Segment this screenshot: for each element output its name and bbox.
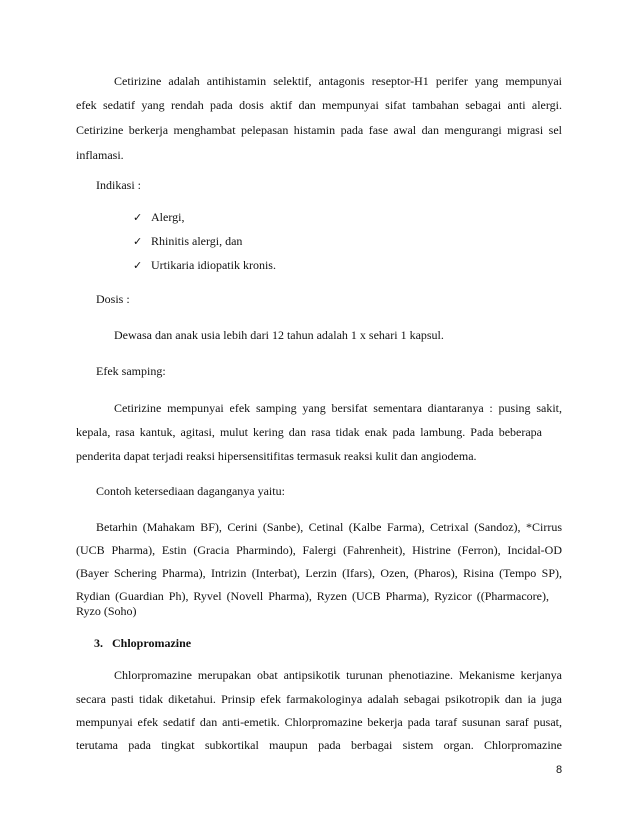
chlorpromazine-line-1: Chlorpromazine merupakan obat antipsikotik turunan phenotiazine. Mekanisme kerjanya xyxy=(114,668,562,682)
contoh-line-4: Rydian (Guardian Ph), Ryvel (Novell Pharma), Ryzen (UCB Pharma), Ryzicor ((Pharmacore), xyxy=(76,589,549,603)
contoh-label: Contoh ketersediaan daganganya yaitu: xyxy=(96,484,285,498)
contoh-line-3: (Bayer Schering Pharma), Intrizin (Interbat), Lerzin (Ifars), Ozen, (Pharos), Risina (Tempo SP), xyxy=(76,566,562,580)
dosis-label: Dosis : xyxy=(96,292,130,306)
chlorpromazine-line-4: terutama pada tingkat subkortikal maupun pada berbagai sistem organ. Chlorpromazine xyxy=(76,738,562,752)
paragraph-cetirizine-line-3: Cetirizine berkerja menghambat pelepasan histamin pada fase awal dan mengurangi migrasi sel xyxy=(76,123,562,137)
section-heading: 3. Chlopromazine xyxy=(94,636,192,650)
contoh-line-1: Betarhin (Mahakam BF), Cerini (Sanbe), Cetinal (Kalbe Farma), Cetrixal (Sandoz), *Cirrus xyxy=(96,520,562,534)
paragraph-cetirizine-line-1: Cetirizine adalah antihistamin selektif, antagonis reseptor-H1 perifer yang mempunyai xyxy=(114,74,562,88)
indikasi-item: ✓ Rhinitis alergi, dan xyxy=(133,234,243,248)
dosis-text: Dewasa dan anak usia lebih dari 12 tahun adalah 1 x sehari 1 kapsul. xyxy=(114,328,444,342)
efek-samping-line-2: kepala, rasa kantuk, agitasi, mulut kering dan rasa tidak enak pada lambung. Pada beberapa xyxy=(76,425,542,439)
checkmark-icon: ✓ xyxy=(133,235,143,248)
checkmark-icon: ✓ xyxy=(133,259,143,272)
indikasi-item: ✓ Urtikaria idiopatik kronis. xyxy=(133,258,276,272)
efek-samping-label: Efek samping: xyxy=(96,364,166,378)
page-number: 8 xyxy=(556,764,563,776)
checkmark-icon: ✓ xyxy=(133,211,143,224)
indikasi-label: Indikasi : xyxy=(96,178,141,192)
indikasi-item: ✓ Alergi, xyxy=(133,210,185,224)
chlorpromazine-line-3: mempunyai efek sedatif dan anti-emetik. Chlorpromazine bekerja pada taraf susunan saraf pusat, xyxy=(76,715,562,729)
efek-samping-line-3: penderita dapat terjadi reaksi hipersensitifitas termasuk reaksi kulit dan angiodema. xyxy=(76,449,477,463)
paragraph-cetirizine-line-2: efek sedatif yang rendah pada dosis aktif dan mempunyai sifat tambahan sebagai anti alergi. xyxy=(76,98,562,112)
contoh-line-2: (UCB Pharma), Estin (Gracia Pharmindo), Falergi (Fahrenheit), Histrine (Ferron), Incidal-OD xyxy=(76,543,562,557)
chlorpromazine-line-2: secara pasti tidak diketahui. Prinsip efek farmakologinya adalah sebagai psikotropik dan ia juga xyxy=(76,692,562,706)
efek-samping-line-1: Cetirizine mempunyai efek samping yang bersifat sementara diantaranya : pusing sakit, xyxy=(114,401,562,415)
paragraph-cetirizine-line-4: inflamasi. xyxy=(76,148,124,162)
contoh-line-5: Ryzo (Soho) xyxy=(76,604,137,618)
